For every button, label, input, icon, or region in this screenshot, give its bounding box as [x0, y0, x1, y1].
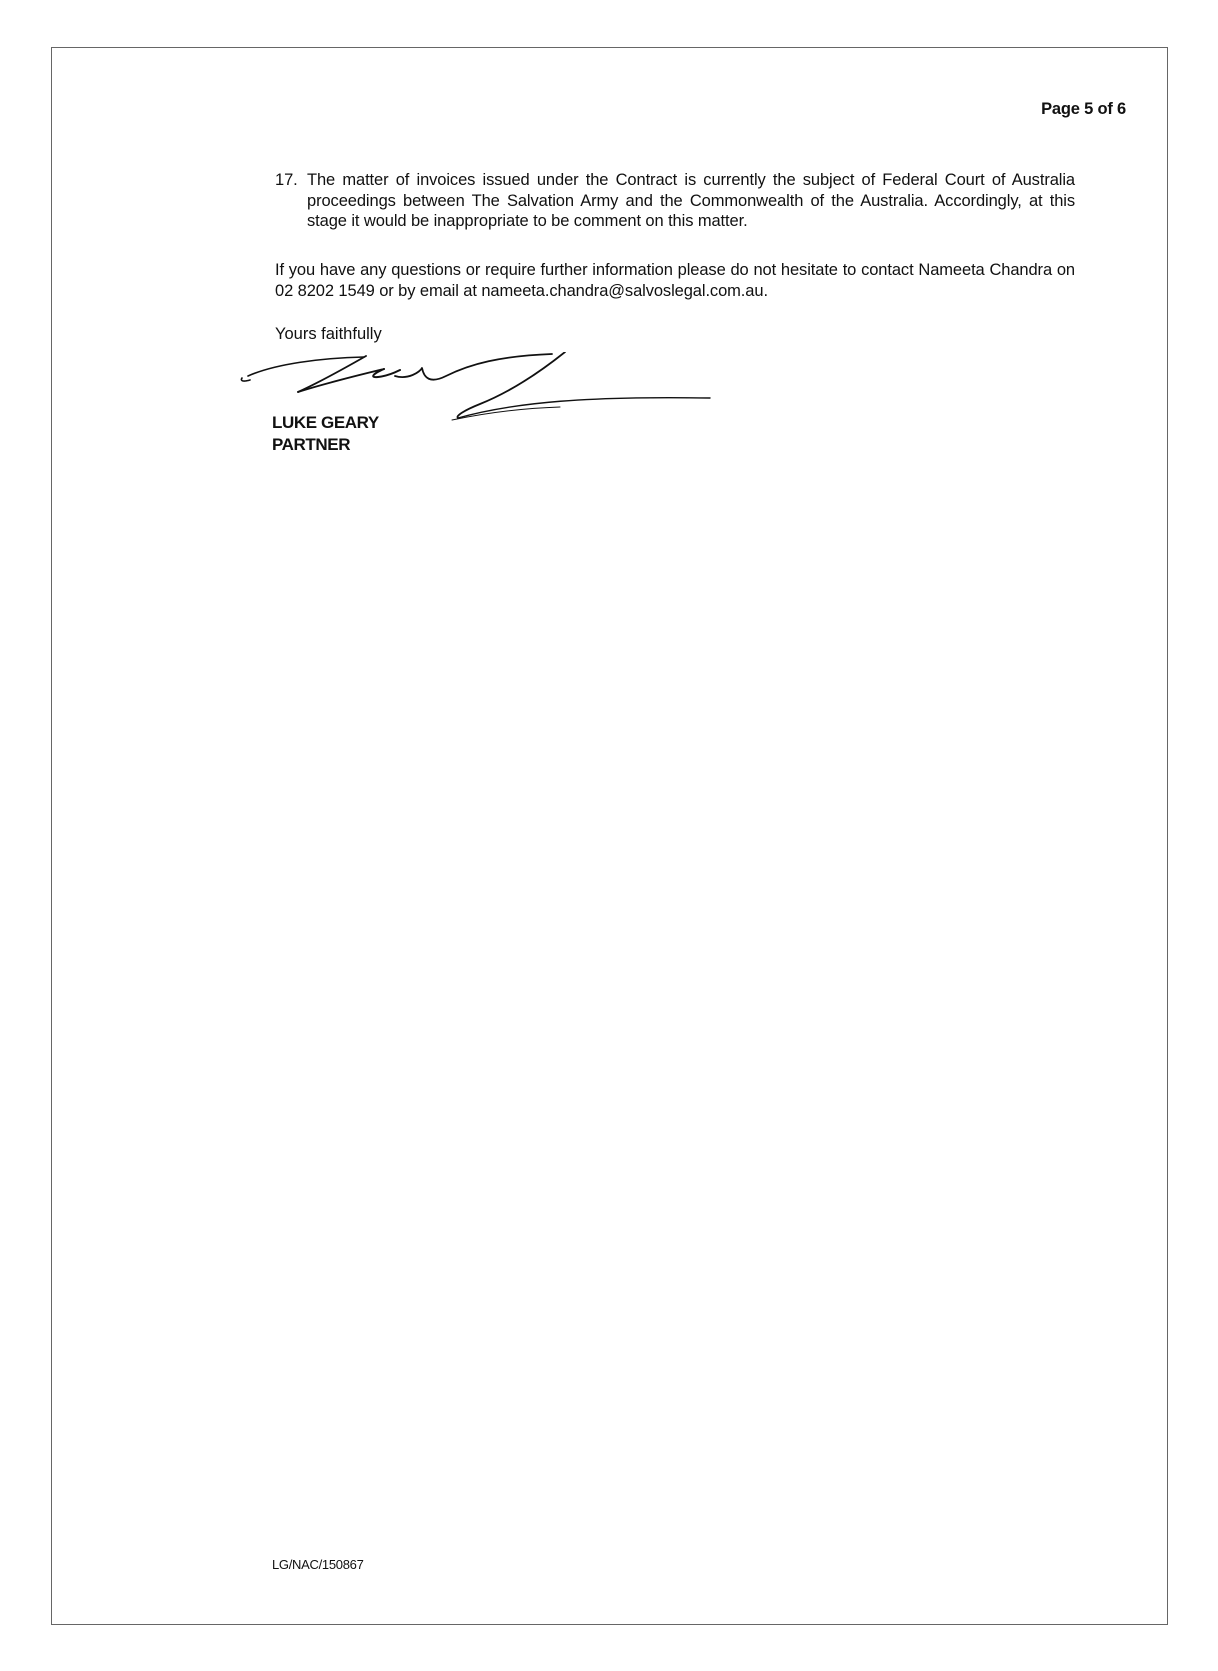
document-reference: LG/NAC/150867 [272, 1557, 364, 1572]
signatory-title: PARTNER [272, 435, 351, 454]
numbered-item-17 [275, 170, 1075, 232]
signatory-block [272, 412, 379, 456]
page-number: Page 5 of 6 [1041, 100, 1126, 118]
signatory-name: LUKE GEARY [272, 413, 379, 432]
closing-salutation: Yours faithfully [275, 325, 382, 343]
contact-paragraph: If you have any questions or require further information please do not hesitate to contact Nameeta Chandra on 02 8202 1549 or by email at nameeta.chandra@salvoslegal.com.au. [275, 261, 1075, 300]
item-text: The matter of invoices issued under the Contract is currently the subject of Federal Court of Australia proceedings between The Salvation Army and the Commonwealth of the Australia. Accordingly, at this stage it would be inappropriate to be comment on this matter. [307, 171, 1075, 230]
item-number: 17. [275, 171, 298, 189]
